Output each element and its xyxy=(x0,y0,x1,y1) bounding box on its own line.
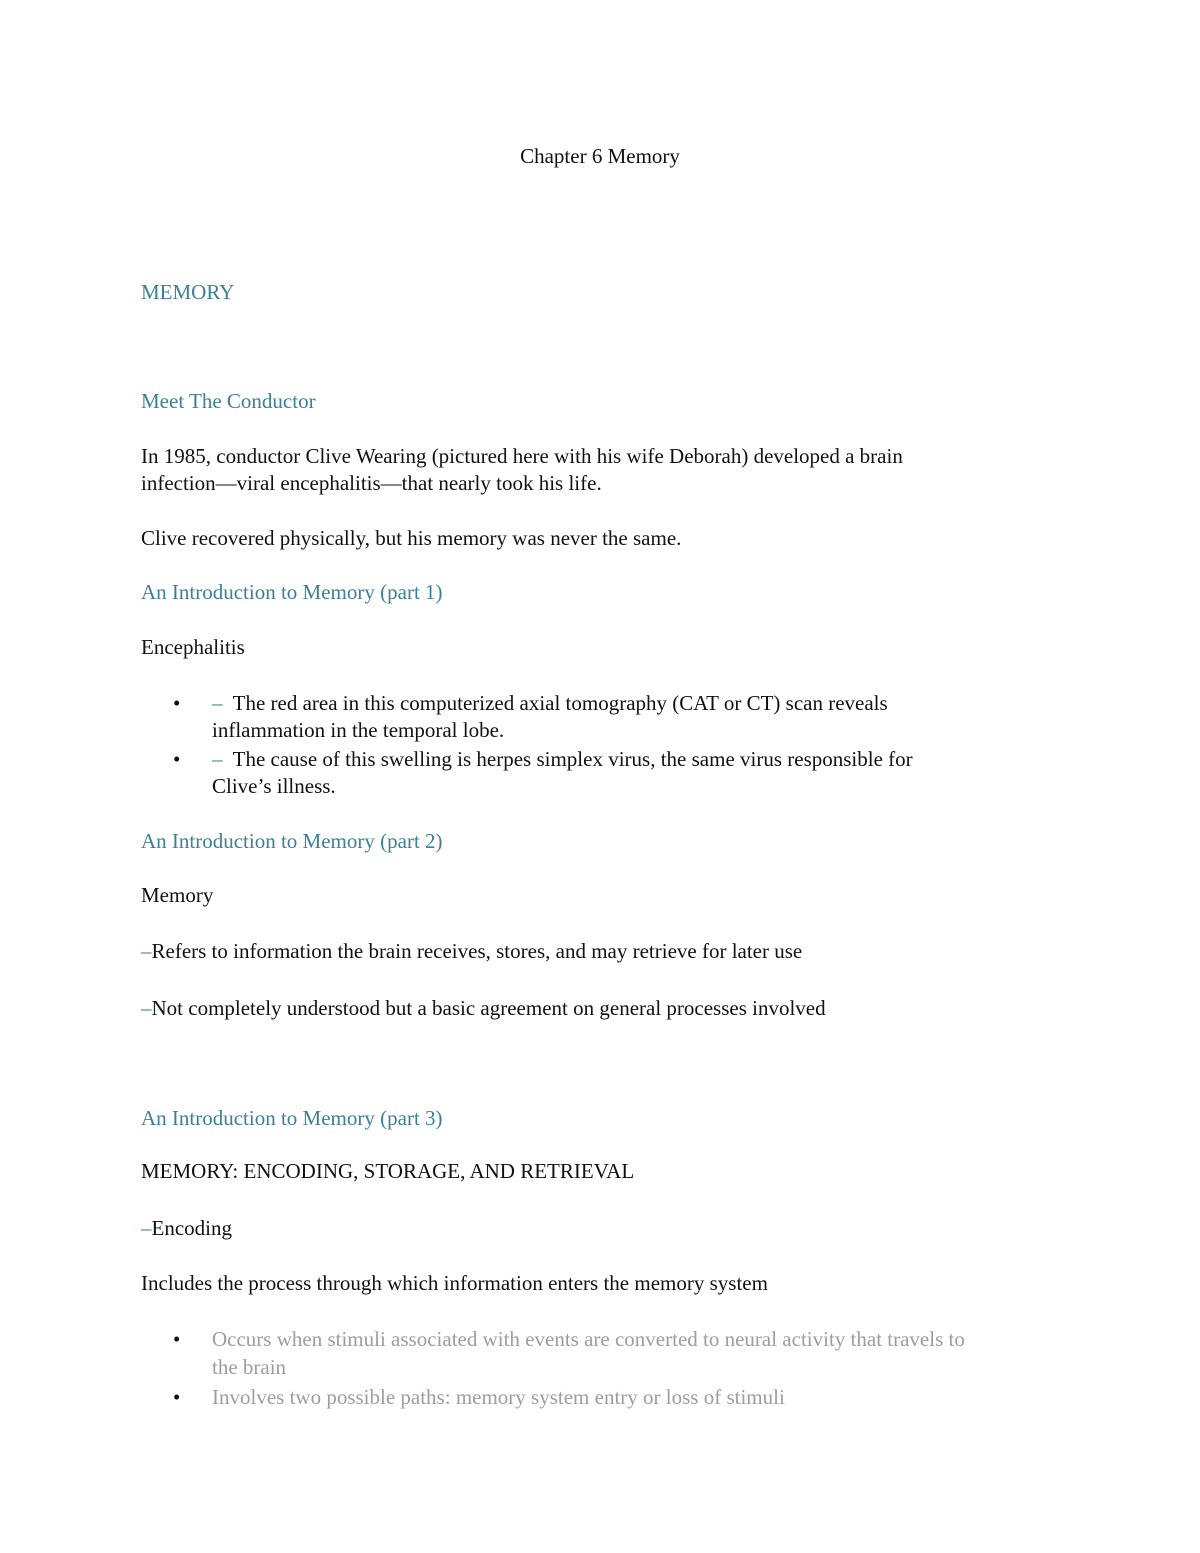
encoding-point xyxy=(141,1215,232,1242)
encoding-point-text: Encoding xyxy=(151,1216,232,1240)
bullet-text-line-1: Involves two possible paths: memory system entry or loss of stimuli xyxy=(212,1385,785,1409)
encoding-description: Includes the process through which information enters the memory system xyxy=(141,1271,768,1295)
subheading-memory: Memory xyxy=(141,883,214,907)
heading-meet-the-conductor: Meet The Conductor xyxy=(141,389,316,413)
bullet-text-line-1: Occurs when stimuli associated with events are converted to neural activity that travels to xyxy=(212,1327,965,1351)
bullet-icon: • xyxy=(173,747,181,771)
dash-icon: – xyxy=(141,996,152,1020)
encephalitis-bullet-list xyxy=(141,690,913,800)
heading-intro-part-1: An Introduction to Memory (part 1) xyxy=(141,580,443,604)
bullet-text-line-1: The cause of this swelling is herpes simplex virus, the same virus responsible for xyxy=(232,747,913,771)
bullet-icon: • xyxy=(173,691,181,715)
subheading-encoding-storage-retrieval: MEMORY: ENCODING, STORAGE, AND RETRIEVAL xyxy=(141,1159,635,1183)
encoding-bullet-list xyxy=(141,1325,965,1411)
bullet-text-line-2: Clive’s illness. xyxy=(212,774,336,798)
list-item xyxy=(141,1383,965,1411)
section-heading-memory: MEMORY xyxy=(141,280,235,304)
list-item xyxy=(141,746,913,800)
memory-point-2 xyxy=(141,995,826,1022)
bullet-icon: • xyxy=(173,1327,181,1351)
memory-point-1 xyxy=(141,938,802,965)
heading-intro-part-3: An Introduction to Memory (part 3) xyxy=(141,1106,443,1130)
dash-icon: – xyxy=(141,1216,152,1240)
list-item xyxy=(141,1325,965,1381)
dash-icon: – xyxy=(212,691,223,715)
paragraph-clive-line-2: infection—viral encephalitis—that nearly took his life. xyxy=(141,471,602,495)
page-title: Chapter 6 Memory xyxy=(520,144,680,168)
dash-icon: – xyxy=(141,939,152,963)
heading-intro-part-2: An Introduction to Memory (part 2) xyxy=(141,829,443,853)
memory-point-2-text: Not completely understood but a basic agreement on general processes involved xyxy=(151,996,826,1020)
paragraph-clive-recovered: Clive recovered physically, but his memory was never the same. xyxy=(141,526,682,550)
bullet-icon: • xyxy=(173,1385,181,1409)
bullet-text-line-2: the brain xyxy=(212,1355,287,1379)
bullet-text-line-2: inflammation in the temporal lobe. xyxy=(212,718,505,742)
memory-point-1-text: Refers to information the brain receives, stores, and may retrieve for later use xyxy=(151,939,803,963)
subheading-encephalitis: Encephalitis xyxy=(141,635,245,659)
list-item xyxy=(141,690,913,744)
bullet-text-line-1: The red area in this computerized axial tomography (CAT or CT) scan reveals xyxy=(232,691,888,715)
dash-icon: – xyxy=(212,747,223,771)
paragraph-clive-line-1: In 1985, conductor Clive Wearing (pictured here with his wife Deborah) developed a brain xyxy=(141,444,903,468)
